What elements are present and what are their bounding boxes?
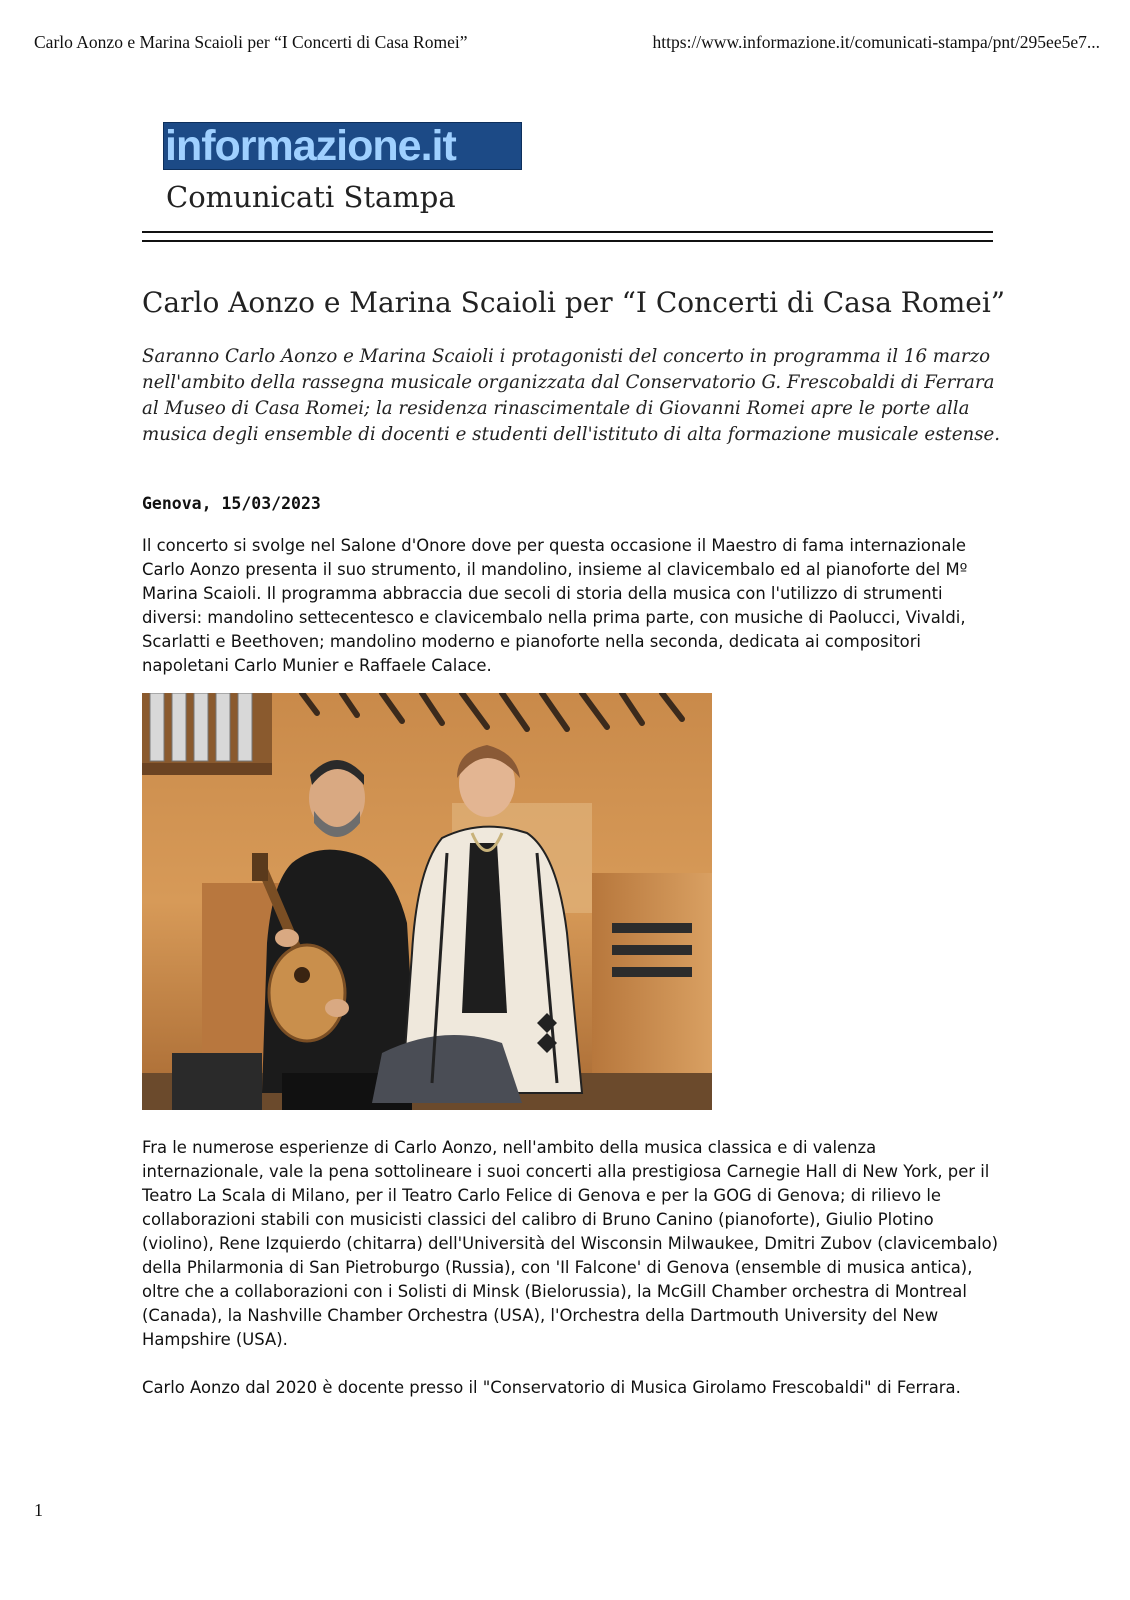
section-title: Comunicati Stampa <box>166 180 456 214</box>
print-header <box>34 32 1100 56</box>
article-paragraph: Il concerto si svolge nel Salone d'Onore dove per questa occasione il Maestro di fama internazionale Carlo Aonzo presenta il suo strumento, il mandolino, insieme al clavicembalo ed al pianoforte del Mº Marina Scaioli. Il programma abbraccia due secoli di storia della musica con l'utilizzo di strumenti diversi: mandolino settecentesco e clavicembalo nella prima parte, con musiche di Paolucci, Vivaldi, Scarlatti e Beethoven; mandolino moderno e pianoforte nella seconda, dedicata ai compositori napoletani Carlo Munier e Raffaele Calace. <box>142 536 968 675</box>
header-rule-top <box>142 231 993 233</box>
header-rule-bottom <box>142 240 993 242</box>
page-number: 1 <box>34 1500 43 1520</box>
article-lead: Saranno Carlo Aonzo e Marina Scaioli i protagonisti del concerto in programma il 16 marzo nell'ambito della rassegna musicale organizzata dal Conservatorio G. Frescobaldi di Ferrara al Museo di Casa Romei; la residenza rinascimentale di Giovanni Romei apre le porte alla musica degli ensemble di docenti e studenti dell'istituto di alta formazione musicale estense. <box>142 346 1001 445</box>
print-header-title: Carlo Aonzo e Marina Scaioli per “I Concerti di Casa Romei” <box>34 32 468 52</box>
site-logo[interactable]: informazione.it <box>163 122 522 170</box>
article-paragraph: Carlo Aonzo dal 2020 è docente presso il "Conservatorio di Musica Girolamo Frescobaldi" di Ferrara. <box>142 1378 961 1397</box>
article-paragraph: Fra le numerose esperienze di Carlo Aonzo, nell'ambito della musica classica e di valenza internazionale, vale la pena sottolineare i suoi concerti alla prestigiosa Carnegie Hall di New York, per il Teatro La Scala di Milano, per il Teatro Carlo Felice di Genova e per la GOG di Genova; di rilievo le collaborazioni stabili con musicisti classici del calibro di Bruno Canino (pianoforte), Giulio Plotino (violino), Rene Izquierdo (chitarra) dell'Università del Wisconsin Milwaukee, Dmitri Zubov (clavicembalo) della Philarmonia di San Pietroburgo (Russia), con 'Il Falcone' di Genova (ensemble di musica antica), oltre che a collaborazioni con i Solisti di Minsk (Bielorussia), la McGill Chamber orchestra di Montreal (Canada), la Nashville Chamber Orchestra (USA), l'Orchestra della Dartmouth University del New Hampshire (USA). <box>142 1138 999 1349</box>
article-dateline: Genova, 15/03/2023 <box>142 494 321 513</box>
article-photo <box>142 693 712 1110</box>
print-header-url: https://www.informazione.it/comunicati-stampa/pnt/295ee5e7... <box>652 32 1100 52</box>
article-headline: Carlo Aonzo e Marina Scaioli per “I Concerti di Casa Romei” <box>142 286 1006 319</box>
